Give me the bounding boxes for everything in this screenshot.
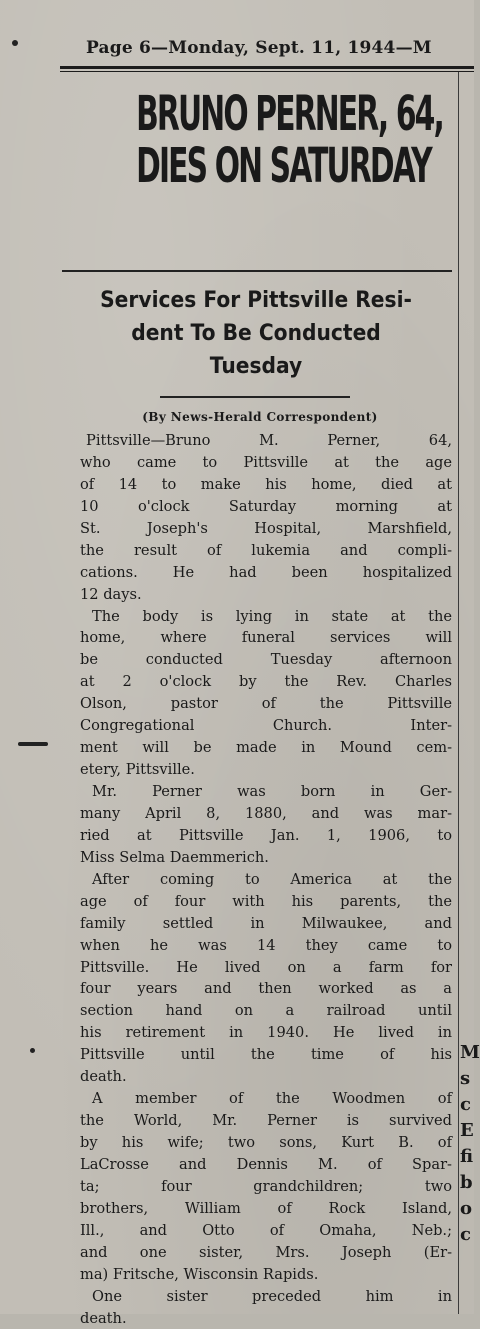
headline [136,88,378,192]
fragment-letter: M [460,1040,474,1066]
article-line: many April 8, 1880, and was mar- [80,803,452,825]
article-line: The body is lying in state at the [84,606,452,628]
article-line: his retirement in 1940. He lived in [80,1022,452,1044]
article-line: Olson, pastor of the Pittsville [80,693,452,715]
article-line: ried at Pittsville Jan. 1, 1906, to [80,825,452,847]
article-body [84,430,452,1329]
article-line: ma) Fritsche, Wisconsin Rapids. [80,1264,452,1286]
article-line: Mr. Perner was born in Ger- [84,781,452,803]
fragment-letter: fi [460,1144,474,1170]
fragment-letter: E [460,1118,474,1144]
article-line: who came to Pittsville at the age [80,452,452,474]
article-line: Pittsville. He lived on a farm for [80,957,452,979]
article-line: death. [80,1308,452,1329]
subhead-line-3: Tuesday [72,350,440,383]
article-line: Pittsville until the time of his [80,1044,452,1066]
subhead-line-2: dent To Be Conducted [72,317,440,350]
article-line: death. [80,1066,452,1088]
article-line: etery, Pittsville. [80,759,452,781]
print-speck [30,1048,35,1053]
article-line: Pittsville—Bruno M. Perner, 64, [84,430,452,452]
article-line: Miss Selma Daemmerich. [80,847,452,869]
subhead-line-1: Services For Pittsville Resi- [72,284,440,317]
article-line: After coming to America at the [84,869,452,891]
article-line: ta; four grandchildren; two [80,1176,452,1198]
article-line: by his wife; two sons, Kurt B. of [80,1132,452,1154]
headline-line-1: BRUNO PERNER, 64, [136,88,378,140]
article-line: A member of the Woodmen of [84,1088,452,1110]
fragment-letter: o [460,1196,474,1222]
article-line: age of four with his parents, the [80,891,452,913]
adjacent-column-fragment [460,1040,474,1314]
article-line: the World, Mr. Perner is survived [80,1110,452,1132]
article-line: 10 o'clock Saturday morning at [80,496,452,518]
article-line: be conducted Tuesday afternoon [80,649,452,671]
fragment-letter: s [460,1066,474,1092]
column-divider [458,72,459,1314]
headline-line-2: DIES ON SATURDAY [136,140,378,192]
article-line: section hand on a railroad until [80,1000,452,1022]
article-line: of 14 to make his home, died at [80,474,452,496]
article-line: Ill., and Otto of Omaha, Neb.; [80,1220,452,1242]
fragment-letter: c [460,1222,474,1248]
article-line: four years and then worked as a [80,978,452,1000]
article-line: St. Joseph's Hospital, Marshfield, [80,518,452,540]
header-rule [60,66,474,69]
article-line: 12 days. [80,584,452,606]
article-line: Congregational Church. Inter- [80,715,452,737]
subhead-rule [160,396,350,398]
article-line: at 2 o'clock by the Rev. Charles [80,671,452,693]
fragment-letter: c [460,1092,474,1118]
article-line: home, where funeral services will [80,627,452,649]
byline: (By News-Herald Correspondent) [80,410,440,424]
print-speck [12,40,18,46]
article-line: LaCrosse and Dennis M. of Spar- [80,1154,452,1176]
article-line: the result of lukemia and compli- [80,540,452,562]
print-speck [18,742,48,746]
headline-rule [62,270,452,272]
article-line: ment will be made in Mound cem- [80,737,452,759]
article-line: when he was 14 they came to [80,935,452,957]
header-rule-thin [60,71,474,72]
article-line: brothers, William of Rock Island, [80,1198,452,1220]
article-line: cations. He had been hospitalized [80,562,452,584]
article-line: and one sister, Mrs. Joseph (Er- [80,1242,452,1264]
article-line: One sister preceded him in [84,1286,452,1308]
subheadline [72,284,440,383]
page-header: Page 6—Monday, Sept. 11, 1944—M [86,38,474,72]
fragment-letter: b [460,1170,474,1196]
article-line: family settled in Milwaukee, and [80,913,452,935]
